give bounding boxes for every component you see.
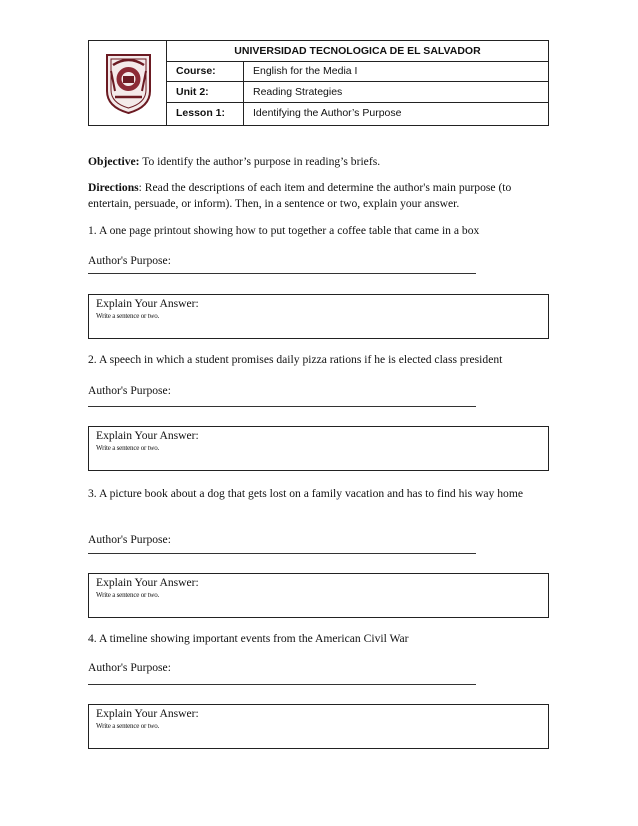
question-2-box-title: Explain Your Answer:: [96, 429, 199, 442]
question-4-prompt: 4. A timeline showing important events from the American Civil War: [88, 632, 409, 645]
question-2-box-hint: Write a sentence or two.: [96, 444, 160, 452]
question-1-prompt: 1. A one page printout showing how to put together a coffee table that came in a box: [88, 224, 480, 237]
question-3-box-title: Explain Your Answer:: [96, 576, 199, 589]
question-1-purpose-label: Author's Purpose:: [88, 254, 171, 267]
question-3-explain-box[interactable]: [88, 573, 549, 618]
lesson-row: [167, 103, 548, 125]
question-2-answer-line[interactable]: [88, 406, 476, 407]
directions-text: : Read the descriptions of each item and determine the author's main purpose (to entertain, persuade, or inform). Then, in a sentence or two, explain your answer.: [88, 181, 512, 210]
question-3-box-hint: Write a sentence or two.: [96, 591, 160, 599]
question-4-box-hint: Write a sentence or two.: [96, 722, 160, 730]
lesson-label: Lesson 1:: [167, 103, 244, 125]
objective-text: To identify the author’s purpose in reading’s briefs.: [142, 155, 381, 168]
directions-label: Directions: [88, 181, 139, 194]
question-1-box-hint: Write a sentence or two.: [96, 312, 160, 320]
question-4-box-title: Explain Your Answer:: [96, 707, 199, 720]
question-3-answer-line[interactable]: [88, 553, 476, 554]
objective: [88, 154, 550, 170]
question-1-answer-line[interactable]: [88, 273, 476, 274]
question-3-purpose-label: Author's Purpose:: [88, 533, 171, 546]
question-2-explain-box[interactable]: [88, 426, 549, 471]
question-2-prompt: 2. A speech in which a student promises daily pizza rations if he is elected class president: [88, 353, 503, 366]
question-3-prompt: 3. A picture book about a dog that gets lost on a family vacation and has to find his way home: [88, 487, 524, 500]
question-1-explain-box[interactable]: [88, 294, 549, 339]
question-2-purpose-label: Author's Purpose:: [88, 384, 171, 397]
university-name: UNIVERSIDAD TECNOLOGICA DE EL SALVADOR: [167, 41, 548, 62]
unit-label: Unit 2:: [167, 82, 244, 102]
university-seal-icon: [101, 51, 156, 115]
question-4-answer-line[interactable]: [88, 684, 476, 685]
course-row: [167, 61, 548, 82]
unit-row: [167, 82, 548, 103]
unit-value: Reading Strategies: [253, 86, 343, 98]
lesson-value: Identifying the Author’s Purpose: [253, 107, 402, 119]
question-4-purpose-label: Author's Purpose:: [88, 661, 171, 674]
course-value: English for the Media I: [253, 65, 358, 77]
directions: [88, 180, 550, 212]
course-label: Course:: [167, 61, 244, 81]
logo-cell: [89, 41, 167, 125]
question-4-explain-box[interactable]: [88, 704, 549, 749]
header-table: [88, 40, 549, 126]
question-1-box-title: Explain Your Answer:: [96, 297, 199, 310]
objective-label: Objective:: [88, 155, 140, 168]
